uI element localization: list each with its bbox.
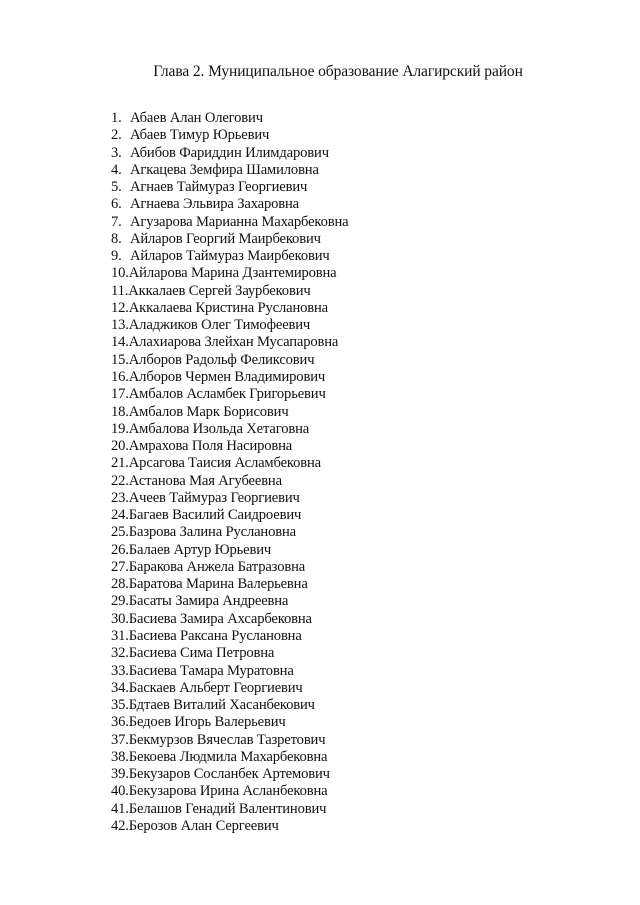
person-name: Ачеев Таймураз Георгиевич <box>128 489 300 506</box>
person-name: Амрахова Поля Насировна <box>128 438 293 455</box>
person-name: Бекузарова Ирина Асланбековна <box>128 783 328 800</box>
list-item <box>111 542 348 559</box>
list-item <box>111 179 348 196</box>
item-number: 29. <box>111 593 129 610</box>
person-name: Амбалова Изольда Хетаговна <box>128 420 310 437</box>
item-number: 10. <box>111 265 129 282</box>
item-number: 5. <box>111 179 122 196</box>
person-name: Басиева Тамара Муратовна <box>128 662 294 679</box>
person-name: Бекмурзов Вячеслав Тазретович <box>128 731 326 748</box>
item-number: 13. <box>111 317 129 334</box>
list-item <box>111 300 348 317</box>
item-number: 1. <box>111 110 122 126</box>
list-item <box>111 317 348 334</box>
item-number: 34. <box>111 679 129 696</box>
person-name: Берозов Алан Сергеевич <box>128 817 279 834</box>
names-list <box>111 110 348 835</box>
person-name: Басаты Замира Андреевна <box>128 593 289 610</box>
list-item <box>111 438 348 455</box>
item-number: 2. <box>111 127 122 144</box>
chapter-heading: Глава 2. Муниципальное образование Алагирский район <box>153 63 523 80</box>
list-item <box>111 749 348 766</box>
list-item <box>111 145 348 162</box>
item-number: 40. <box>111 783 129 800</box>
person-name: Басиева Раксана Руслановна <box>128 627 302 644</box>
item-number: 39. <box>111 766 129 783</box>
person-name: Айларов Таймураз Маирбекович <box>130 248 330 265</box>
list-item <box>111 663 348 680</box>
list-item <box>111 110 348 127</box>
person-name: Алахиарова Злейхан Мусапаровна <box>128 334 339 351</box>
person-name: Базрова Залина Руслановна <box>128 524 296 541</box>
list-item <box>111 593 348 610</box>
list-item <box>111 404 348 421</box>
item-number: 19. <box>111 420 129 437</box>
list-item <box>111 127 348 144</box>
item-number: 37. <box>111 731 129 748</box>
item-number: 33. <box>111 662 129 679</box>
item-number: 11. <box>111 282 129 299</box>
list-item <box>111 766 348 783</box>
person-name: Баскаев Альберт Георгиевич <box>128 679 303 696</box>
list-item <box>111 490 348 507</box>
list-item <box>111 369 348 386</box>
list-item <box>111 818 348 835</box>
person-name: Абаев Тимур Юрьевич <box>130 127 270 144</box>
list-item <box>111 611 348 628</box>
person-name: Арсагова Таисия Асламбековна <box>128 455 321 472</box>
person-name: Агнаева Эльвира Захаровна <box>130 196 300 213</box>
list-item <box>111 576 348 593</box>
item-number: 3. <box>111 144 122 161</box>
person-name: Аккалаева Кристина Руслановна <box>128 299 328 316</box>
person-name: Абибов Фариддин Илимдарович <box>130 144 329 161</box>
item-number: 28. <box>111 576 129 593</box>
person-name: Аладжиков Олег Тимофеевич <box>128 317 311 334</box>
item-number: 41. <box>111 800 129 817</box>
item-number: 12. <box>111 299 129 316</box>
item-number: 36. <box>111 714 129 731</box>
item-number: 6. <box>111 196 122 213</box>
item-number: 26. <box>111 541 129 558</box>
item-number: 7. <box>111 213 122 230</box>
person-name: Астанова Мая Агубеевна <box>128 472 282 489</box>
item-number: 27. <box>111 558 129 575</box>
person-name: Айларов Георгий Маирбекович <box>130 230 321 247</box>
item-number: 18. <box>111 403 129 420</box>
list-item <box>111 801 348 818</box>
item-number: 31. <box>111 627 129 644</box>
person-name: Агкацева Земфира Шамиловна <box>130 161 319 178</box>
list-item <box>111 559 348 576</box>
person-name: Бекоева Людмила Махарбековна <box>128 748 328 765</box>
person-name: Басиева Замира Ахсарбековна <box>128 610 312 627</box>
person-name: Бдтаев Виталий Хасанбекович <box>128 697 315 714</box>
item-number: 4. <box>111 161 122 178</box>
person-name: Агнаев Таймураз Георгиевич <box>130 179 308 196</box>
person-name: Баратова Марина Валерьевна <box>128 576 308 593</box>
person-name: Агузарова Марианна Махарбековна <box>130 213 349 230</box>
person-name: Баракова Анжела Батразовна <box>128 558 306 575</box>
list-item <box>111 421 348 438</box>
item-number: 35. <box>111 697 129 714</box>
item-number: 23. <box>111 489 129 506</box>
item-number: 42. <box>111 817 129 834</box>
item-number: 30. <box>111 610 129 627</box>
person-name: Амбалов Асламбек Григорьевич <box>128 386 326 403</box>
list-item <box>111 628 348 645</box>
person-name: Бекузаров Сосланбек Артемович <box>128 766 330 783</box>
list-item <box>111 334 348 351</box>
item-number: 15. <box>111 351 129 368</box>
item-number: 8. <box>111 230 122 247</box>
item-number: 21. <box>111 455 129 472</box>
list-item <box>111 162 348 179</box>
person-name: Бедоев Игорь Валерьевич <box>128 714 286 731</box>
item-number: 17. <box>111 386 129 403</box>
person-name: Аккалаев Сергей Заурбекович <box>128 282 311 299</box>
person-name: Алборов Чермен Владимирович <box>128 368 326 385</box>
list-item <box>111 455 348 472</box>
list-item <box>111 196 348 213</box>
item-number: 24. <box>111 507 129 524</box>
item-number: 14. <box>111 334 129 351</box>
item-number: 25. <box>111 524 129 541</box>
person-name: Басиева Сима Петровна <box>128 645 275 662</box>
list-item <box>111 524 348 541</box>
item-number: 20. <box>111 438 129 455</box>
list-item <box>111 714 348 731</box>
item-number: 22. <box>111 472 129 489</box>
person-name: Айларова Марина Дзантемировна <box>128 265 337 282</box>
person-name: Багаев Василий Саидроевич <box>128 507 302 524</box>
person-name: Абаев Алан Олегович <box>130 110 263 126</box>
item-number: 16. <box>111 368 129 385</box>
person-name: Балаев Артур Юрьевич <box>128 541 272 558</box>
person-name: Амбалов Марк Борисович <box>128 403 289 420</box>
list-item <box>111 473 348 490</box>
list-item <box>111 645 348 662</box>
item-number: 32. <box>111 645 129 662</box>
list-item <box>111 283 348 300</box>
item-number: 9. <box>111 248 122 265</box>
list-item <box>111 507 348 524</box>
person-name: Белашов Генадий Валентинович <box>128 800 327 817</box>
list-item <box>111 680 348 697</box>
list-item <box>111 231 348 248</box>
list-item <box>111 265 348 282</box>
list-item <box>111 352 348 369</box>
list-item <box>111 386 348 403</box>
list-item <box>111 214 348 231</box>
list-item <box>111 783 348 800</box>
person-name: Алборов Радольф Феликсович <box>128 351 315 368</box>
list-item <box>111 732 348 749</box>
list-item <box>111 248 348 265</box>
item-number: 38. <box>111 748 129 765</box>
list-item <box>111 697 348 714</box>
